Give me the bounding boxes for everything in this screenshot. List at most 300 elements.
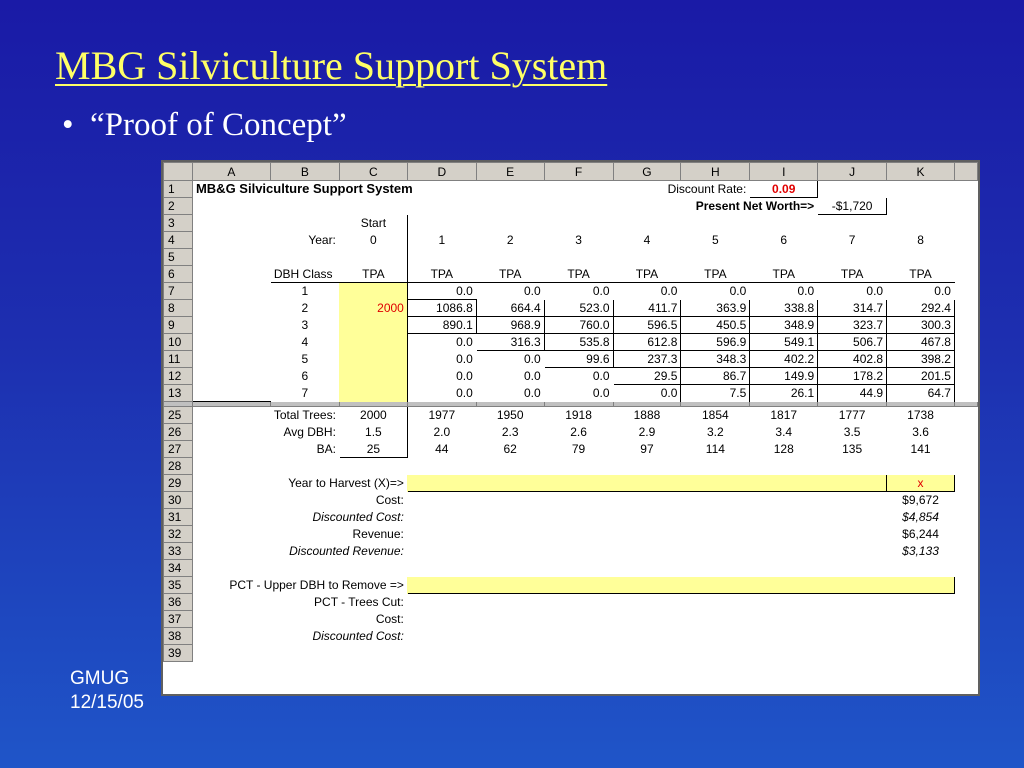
total-cell[interactable]: 2.9 bbox=[638, 425, 656, 439]
pct-row bbox=[164, 628, 978, 645]
total-cell[interactable]: 128 bbox=[773, 442, 794, 456]
bullet-point bbox=[62, 103, 347, 147]
cell bbox=[954, 300, 977, 317]
cell bbox=[954, 249, 977, 266]
cell[interactable] bbox=[192, 560, 954, 577]
cell bbox=[954, 232, 977, 249]
tpa-cell[interactable]: 316.3 bbox=[476, 334, 544, 351]
column-header[interactable]: E bbox=[476, 163, 544, 181]
cost-value[interactable]: $9,672 bbox=[902, 493, 939, 507]
discounted-revenue-label[interactable]: Discounted Revenue: bbox=[289, 544, 404, 558]
cell bbox=[954, 283, 977, 300]
sheet-title-cell[interactable]: MB&G Silviculture Support System bbox=[195, 181, 413, 196]
cell bbox=[954, 198, 977, 215]
cell[interactable] bbox=[613, 215, 681, 232]
column-header[interactable]: I bbox=[750, 163, 818, 181]
start-tpa-cell[interactable] bbox=[339, 351, 407, 368]
tpa-header[interactable]: TPA bbox=[613, 266, 681, 283]
tpa-cell[interactable]: 323.7 bbox=[818, 317, 887, 334]
dbh-row bbox=[164, 300, 978, 317]
tpa-cell[interactable]: 664.4 bbox=[476, 300, 544, 317]
tpa-cell[interactable]: 398.2 bbox=[887, 351, 955, 368]
cell[interactable] bbox=[339, 198, 407, 215]
total-cell[interactable]: 1.5 bbox=[339, 424, 407, 441]
pct-row bbox=[164, 611, 978, 628]
cell[interactable] bbox=[407, 543, 886, 560]
cell bbox=[954, 458, 977, 475]
tpa-cell[interactable]: 523.0 bbox=[544, 300, 613, 317]
cell[interactable] bbox=[192, 645, 954, 662]
cell[interactable] bbox=[192, 441, 270, 458]
tpa-cell[interactable]: 0.0 bbox=[523, 386, 541, 400]
sheet-row bbox=[164, 215, 978, 232]
cell[interactable] bbox=[407, 249, 476, 266]
tpa-cell[interactable]: 596.5 bbox=[613, 317, 681, 334]
tpa-header[interactable]: TPA bbox=[681, 266, 750, 283]
cell[interactable] bbox=[613, 249, 681, 266]
tpa-cell[interactable]: 0.0 bbox=[934, 284, 951, 298]
column-header[interactable]: J bbox=[818, 163, 887, 181]
tpa-cell[interactable]: 506.7 bbox=[818, 334, 887, 351]
cell bbox=[954, 351, 977, 368]
column-header[interactable]: F bbox=[544, 163, 613, 181]
column-header-blank bbox=[954, 163, 977, 181]
cell[interactable] bbox=[887, 215, 955, 232]
slide-title: MBG Silviculture Support System bbox=[55, 43, 608, 88]
revenue-value[interactable]: $6,244 bbox=[902, 527, 939, 541]
dbh-class-cell[interactable]: 2 bbox=[301, 301, 309, 315]
total-cell[interactable]: 2.3 bbox=[501, 425, 519, 439]
tpa-header[interactable]: TPA bbox=[818, 266, 887, 283]
dbh-class-cell[interactable]: 4 bbox=[301, 335, 309, 349]
discounted-cost-label[interactable]: Discounted Cost: bbox=[312, 510, 404, 524]
total-cell[interactable]: 2000 bbox=[339, 407, 407, 424]
row-header[interactable]: 26 bbox=[164, 424, 193, 441]
tpa-cell[interactable]: 0.0 bbox=[523, 284, 541, 298]
tpa-cell[interactable]: 201.5 bbox=[887, 368, 955, 385]
sheet-row bbox=[164, 181, 978, 198]
total-cell[interactable]: 114 bbox=[705, 442, 725, 456]
footer-group: GMUG bbox=[70, 668, 130, 689]
tpa-cell[interactable]: 0.0 bbox=[866, 284, 884, 298]
row-header[interactable]: 38 bbox=[164, 628, 193, 645]
cell[interactable] bbox=[407, 611, 954, 628]
tpa-cell[interactable]: 450.5 bbox=[681, 317, 750, 334]
year-cell[interactable]: 3 bbox=[575, 233, 582, 247]
row-header[interactable]: 29 bbox=[164, 475, 193, 492]
tpa-cell[interactable]: 0.0 bbox=[592, 386, 610, 400]
tpa-cell[interactable]: 968.9 bbox=[476, 317, 544, 334]
spreadsheet-screenshot bbox=[161, 160, 980, 696]
cell bbox=[954, 266, 977, 283]
total-cell[interactable]: 1888 bbox=[633, 408, 661, 422]
tpa-cell[interactable]: 64.7 bbox=[887, 385, 955, 402]
cell bbox=[954, 441, 977, 458]
total-cell[interactable]: 1950 bbox=[496, 408, 524, 422]
tpa-cell[interactable]: 0.0 bbox=[613, 385, 681, 402]
year-cell[interactable]: 0 bbox=[339, 232, 407, 249]
harvest-row bbox=[164, 526, 978, 543]
row-header[interactable]: 11 bbox=[164, 351, 193, 368]
cell bbox=[954, 385, 977, 402]
row-header[interactable]: 28 bbox=[164, 458, 193, 475]
cell[interactable] bbox=[192, 334, 270, 351]
cell bbox=[954, 611, 977, 628]
total-cell[interactable]: 1977 bbox=[428, 408, 456, 422]
dbh-class-header[interactable]: DBH Class bbox=[270, 266, 339, 283]
tpa-cell[interactable]: 0.0 bbox=[456, 335, 473, 349]
row-header[interactable]: 6 bbox=[164, 266, 193, 283]
tpa-cell[interactable]: 760.0 bbox=[544, 317, 613, 334]
cell[interactable] bbox=[544, 181, 613, 198]
cell bbox=[954, 509, 977, 526]
pct-upper-dbh-label[interactable]: PCT - Upper DBH to Remove => bbox=[229, 578, 404, 592]
sheet-row bbox=[164, 232, 978, 249]
cell[interactable] bbox=[192, 283, 270, 300]
cell bbox=[954, 492, 977, 509]
cell[interactable] bbox=[270, 249, 339, 266]
cell[interactable] bbox=[476, 249, 544, 266]
tpa-cell[interactable]: 7.5 bbox=[681, 385, 750, 402]
tpa-cell[interactable]: 348.3 bbox=[681, 351, 750, 368]
ba-label[interactable]: BA: bbox=[316, 442, 336, 456]
pct-discounted-cost-label[interactable]: Discounted Cost: bbox=[312, 629, 404, 643]
total-cell[interactable]: 2.6 bbox=[570, 425, 587, 439]
year-cell[interactable]: 2 bbox=[506, 233, 514, 247]
tpa-header[interactable]: TPA bbox=[750, 266, 818, 283]
cell[interactable] bbox=[192, 407, 270, 424]
tpa-cell[interactable]: 402.2 bbox=[750, 351, 818, 368]
dbh-row bbox=[164, 334, 978, 351]
cell[interactable] bbox=[476, 181, 544, 198]
tpa-cell[interactable]: 0.0 bbox=[523, 369, 541, 383]
total-cell[interactable]: 3.5 bbox=[843, 425, 861, 439]
tpa-cell[interactable]: 0.0 bbox=[660, 284, 678, 298]
cell[interactable] bbox=[750, 249, 818, 266]
cell[interactable] bbox=[544, 215, 613, 232]
year-cell[interactable]: 7 bbox=[848, 233, 856, 247]
totals-row bbox=[164, 424, 978, 441]
row-header[interactable]: 3 bbox=[164, 215, 193, 232]
dbh-class-cell[interactable]: 5 bbox=[301, 352, 309, 366]
total-cell[interactable]: 97 bbox=[640, 442, 654, 456]
start-tpa-cell[interactable] bbox=[339, 368, 407, 385]
row-header[interactable]: 37 bbox=[164, 611, 193, 628]
cell[interactable] bbox=[887, 249, 955, 266]
cell[interactable] bbox=[407, 215, 476, 232]
total-cell[interactable]: 1817 bbox=[770, 408, 798, 422]
total-cell[interactable]: 3.4 bbox=[775, 425, 793, 439]
cell[interactable] bbox=[818, 181, 887, 198]
start-label[interactable]: Start bbox=[339, 215, 407, 232]
cell[interactable] bbox=[192, 198, 270, 215]
sheet-row bbox=[164, 198, 978, 215]
tpa-cell[interactable]: 0.0 bbox=[592, 284, 610, 298]
cell[interactable] bbox=[339, 249, 407, 266]
total-cell[interactable]: 3.6 bbox=[912, 425, 929, 439]
cell[interactable] bbox=[192, 215, 270, 232]
cell bbox=[887, 181, 955, 198]
tpa-cell[interactable]: 99.6 bbox=[544, 351, 613, 368]
tpa-header[interactable]: TPA bbox=[887, 266, 955, 283]
year-cell[interactable]: 4 bbox=[643, 233, 651, 247]
tpa-cell[interactable]: 535.8 bbox=[544, 334, 613, 351]
column-header[interactable]: B bbox=[270, 163, 339, 181]
row-header[interactable]: 2 bbox=[164, 198, 193, 215]
harvest-year-input[interactable] bbox=[407, 475, 886, 492]
row-header[interactable]: 31 bbox=[164, 509, 193, 526]
discount-rate-value[interactable]: 0.09 bbox=[750, 181, 818, 198]
cell bbox=[954, 560, 977, 577]
tpa-header[interactable]: TPA bbox=[476, 266, 544, 283]
dbh-class-cell[interactable]: 6 bbox=[301, 369, 309, 383]
cell bbox=[954, 594, 977, 611]
tpa-cell[interactable]: 0.0 bbox=[729, 284, 747, 298]
total-cell[interactable]: 1738 bbox=[907, 408, 934, 422]
row-header[interactable]: 9 bbox=[164, 317, 193, 334]
tpa-cell[interactable]: 300.3 bbox=[887, 317, 955, 334]
tpa-cell[interactable]: 1086.8 bbox=[407, 300, 476, 317]
tpa-cell[interactable]: 402.8 bbox=[818, 351, 887, 368]
row-header[interactable]: 27 bbox=[164, 441, 193, 458]
cell[interactable] bbox=[476, 215, 544, 232]
tpa-cell[interactable]: 348.9 bbox=[750, 317, 818, 334]
column-header[interactable]: C bbox=[339, 163, 407, 181]
row-header[interactable]: 5 bbox=[164, 249, 193, 266]
totals-row bbox=[164, 441, 978, 458]
harvest-row bbox=[164, 492, 978, 509]
cell bbox=[954, 543, 977, 560]
cell[interactable] bbox=[407, 526, 886, 543]
row-header[interactable]: 32 bbox=[164, 526, 193, 543]
cell[interactable] bbox=[681, 249, 750, 266]
discounted-cost-value[interactable]: $4,854 bbox=[902, 510, 939, 524]
spreadsheet-grid bbox=[163, 162, 978, 662]
cell[interactable] bbox=[750, 215, 818, 232]
tpa-cell[interactable]: 314.7 bbox=[818, 300, 887, 317]
dbh-row bbox=[164, 317, 978, 334]
tpa-cell[interactable]: 549.1 bbox=[750, 334, 818, 351]
dbh-row bbox=[164, 283, 978, 300]
cell[interactable] bbox=[192, 249, 270, 266]
discounted-revenue-value[interactable]: $3,133 bbox=[902, 544, 939, 558]
tpa-header[interactable]: TPA bbox=[339, 266, 407, 283]
cell[interactable] bbox=[192, 266, 270, 283]
tpa-cell[interactable]: 338.8 bbox=[750, 300, 818, 317]
cell[interactable] bbox=[887, 198, 955, 215]
present-net-worth-label[interactable]: Present Net Worth=> bbox=[695, 199, 815, 213]
tpa-cell[interactable]: 178.2 bbox=[818, 368, 887, 385]
tpa-cell[interactable]: 0.0 bbox=[456, 369, 473, 383]
row-header[interactable]: 25 bbox=[164, 407, 193, 424]
tpa-cell[interactable]: 0.0 bbox=[797, 284, 815, 298]
harvest-row bbox=[164, 509, 978, 526]
cost-label[interactable]: Cost: bbox=[375, 493, 404, 507]
total-cell[interactable]: 135 bbox=[842, 442, 863, 456]
present-net-worth-value[interactable]: -$1,720 bbox=[818, 198, 887, 215]
tpa-cell[interactable]: 596.9 bbox=[681, 334, 750, 351]
cell[interactable] bbox=[192, 232, 270, 249]
cell[interactable] bbox=[192, 385, 270, 402]
start-tpa-cell[interactable] bbox=[339, 334, 407, 351]
row-header[interactable]: 4 bbox=[164, 232, 193, 249]
tpa-cell[interactable]: 411.7 bbox=[613, 300, 681, 317]
cell bbox=[954, 368, 977, 385]
column-header[interactable]: D bbox=[407, 163, 476, 181]
row-header[interactable]: 1 bbox=[164, 181, 193, 198]
row-header[interactable]: 13 bbox=[164, 385, 193, 402]
avg-dbh-label[interactable]: Avg DBH: bbox=[283, 425, 336, 439]
start-tpa-cell[interactable] bbox=[339, 385, 407, 402]
tpa-cell[interactable]: 363.9 bbox=[681, 300, 750, 317]
cell[interactable] bbox=[192, 351, 270, 368]
dbh-row bbox=[164, 351, 978, 368]
dbh-row bbox=[164, 368, 978, 385]
year-cell[interactable]: 6 bbox=[780, 233, 788, 247]
tpa-cell[interactable]: 149.9 bbox=[750, 368, 818, 385]
harvest-row bbox=[164, 543, 978, 560]
tpa-cell[interactable]: 86.7 bbox=[681, 368, 750, 385]
dbh-class-cell[interactable]: 1 bbox=[301, 284, 309, 298]
cell bbox=[954, 215, 977, 232]
dbh-class-cell[interactable]: 7 bbox=[301, 386, 309, 400]
pct-row bbox=[164, 594, 978, 611]
tpa-cell[interactable]: 0.0 bbox=[456, 352, 473, 366]
start-tpa-cell[interactable]: 2000 bbox=[339, 300, 407, 317]
tpa-cell[interactable]: 292.4 bbox=[887, 300, 955, 317]
cell[interactable] bbox=[476, 198, 544, 215]
tpa-cell[interactable]: 0.0 bbox=[523, 352, 541, 366]
row-header[interactable]: 30 bbox=[164, 492, 193, 509]
cell[interactable] bbox=[407, 198, 476, 215]
cell[interactable] bbox=[544, 198, 613, 215]
cell bbox=[954, 577, 977, 594]
cell[interactable] bbox=[192, 424, 270, 441]
sheet-row bbox=[164, 249, 978, 266]
tpa-cell[interactable]: 0.0 bbox=[592, 369, 610, 383]
column-header-row bbox=[164, 163, 978, 181]
dbh-row bbox=[164, 385, 978, 402]
cell bbox=[954, 317, 977, 334]
cell[interactable] bbox=[818, 215, 887, 232]
column-header[interactable]: K bbox=[887, 163, 955, 181]
year-cell[interactable]: 8 bbox=[917, 233, 924, 247]
cell bbox=[954, 526, 977, 543]
totals-row bbox=[164, 407, 978, 424]
cell bbox=[954, 475, 977, 492]
start-tpa-cell[interactable] bbox=[339, 283, 407, 300]
pct-row bbox=[164, 577, 978, 594]
total-cell[interactable]: 79 bbox=[571, 442, 586, 456]
harvest-year-marker[interactable]: x bbox=[887, 475, 955, 492]
harvest-row bbox=[164, 475, 978, 492]
total-cell[interactable]: 44 bbox=[435, 442, 449, 456]
cell[interactable] bbox=[407, 628, 954, 645]
tpa-header[interactable]: TPA bbox=[544, 266, 613, 283]
cell[interactable] bbox=[270, 215, 339, 232]
total-cell[interactable]: 1918 bbox=[565, 408, 592, 422]
total-cell[interactable]: 141 bbox=[910, 442, 931, 456]
cell[interactable] bbox=[681, 215, 750, 232]
tpa-cell[interactable]: 890.1 bbox=[407, 317, 476, 334]
tpa-cell[interactable]: 44.9 bbox=[818, 385, 887, 402]
row-header[interactable]: 12 bbox=[164, 368, 193, 385]
column-header[interactable]: A bbox=[192, 163, 270, 181]
row-header[interactable]: 34 bbox=[164, 560, 193, 577]
pct-upper-dbh-input[interactable] bbox=[407, 577, 954, 594]
bullet-text: “Proof of Concept” bbox=[90, 107, 347, 143]
total-cell[interactable]: 1854 bbox=[702, 408, 729, 422]
start-tpa-cell[interactable] bbox=[339, 317, 407, 334]
year-to-harvest-label[interactable]: Year to Harvest (X)=> bbox=[288, 476, 404, 490]
row-header[interactable]: 8 bbox=[164, 300, 193, 317]
slide-footer bbox=[70, 667, 144, 715]
total-trees-label[interactable]: Total Trees: bbox=[273, 408, 336, 422]
year-cell[interactable]: 1 bbox=[438, 233, 446, 247]
cell bbox=[954, 334, 977, 351]
footer-date: 12/15/05 bbox=[70, 692, 144, 713]
cell[interactable] bbox=[407, 509, 886, 526]
tpa-cell[interactable]: 612.8 bbox=[613, 334, 681, 351]
cell[interactable] bbox=[192, 368, 270, 385]
row-header[interactable]: 33 bbox=[164, 543, 193, 560]
tpa-cell[interactable]: 237.3 bbox=[613, 351, 681, 368]
row-header[interactable]: 35 bbox=[164, 577, 193, 594]
cell bbox=[954, 628, 977, 645]
row-header[interactable]: 36 bbox=[164, 594, 193, 611]
cell[interactable] bbox=[192, 300, 270, 317]
row-header[interactable]: 10 bbox=[164, 334, 193, 351]
cell[interactable] bbox=[544, 249, 613, 266]
total-cell[interactable]: 25 bbox=[339, 441, 407, 458]
cell[interactable] bbox=[192, 458, 954, 475]
row-header[interactable]: 7 bbox=[164, 283, 193, 300]
total-cell[interactable]: 62 bbox=[503, 442, 517, 456]
row-header[interactable]: 39 bbox=[164, 645, 193, 662]
revenue-label[interactable]: Revenue: bbox=[352, 527, 404, 541]
cell[interactable] bbox=[407, 594, 954, 611]
cell[interactable] bbox=[407, 492, 886, 509]
tpa-cell[interactable]: 29.5 bbox=[613, 368, 681, 385]
column-header[interactable]: G bbox=[613, 163, 681, 181]
year-cell[interactable]: 5 bbox=[712, 233, 719, 247]
total-cell[interactable]: 1777 bbox=[838, 408, 866, 422]
total-cell[interactable]: 2.0 bbox=[433, 425, 451, 439]
discount-rate-label[interactable]: Discount Rate: bbox=[667, 182, 747, 196]
cell[interactable] bbox=[818, 249, 887, 266]
bullet-icon: • bbox=[62, 107, 74, 143]
cell[interactable] bbox=[270, 198, 339, 215]
tpa-header[interactable]: TPA bbox=[407, 266, 476, 283]
column-header[interactable]: H bbox=[681, 163, 750, 181]
select-all-corner[interactable] bbox=[164, 163, 193, 181]
pct-trees-cut-label[interactable]: PCT - Trees Cut: bbox=[314, 595, 404, 609]
sheet-row bbox=[164, 458, 978, 475]
tpa-cell[interactable]: 26.1 bbox=[750, 385, 818, 402]
total-cell[interactable]: 3.2 bbox=[707, 425, 724, 439]
cell bbox=[954, 645, 977, 662]
tpa-cell[interactable]: 0.0 bbox=[456, 386, 473, 400]
cell[interactable] bbox=[192, 317, 270, 334]
dbh-class-cell[interactable]: 3 bbox=[301, 318, 309, 332]
tpa-cell[interactable]: 467.8 bbox=[887, 334, 955, 351]
year-label[interactable]: Year: bbox=[308, 233, 336, 247]
sheet-row bbox=[164, 645, 978, 662]
sheet-row bbox=[164, 266, 978, 283]
pct-cost-label[interactable]: Cost: bbox=[375, 612, 404, 626]
sheet-row bbox=[164, 560, 978, 577]
tpa-cell[interactable]: 0.0 bbox=[407, 283, 476, 300]
